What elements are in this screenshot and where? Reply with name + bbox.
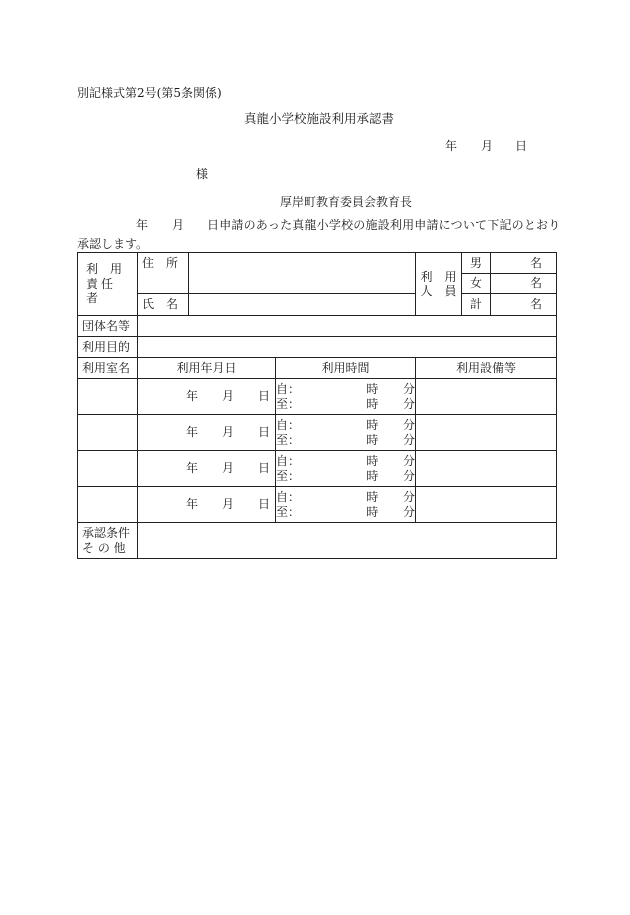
use-date-label: 利用年月日 [138,358,276,379]
issuer: 厚岸町教育委員会教育長 [280,195,413,209]
use-time-label: 利用時間 [276,358,416,379]
equipment-field[interactable] [416,379,557,415]
female-count[interactable]: 名 [491,274,557,294]
time-cell[interactable]: 自： 時 分 至： 時 分 [276,415,416,451]
date-cell[interactable]: 年 月 日 [138,379,276,415]
date-cell[interactable]: 年 月 日 [138,451,276,487]
body-year: 年 [136,218,149,232]
room-field[interactable] [78,415,138,451]
group-name-label: 団体名等 [78,316,138,337]
body-month: 月 [172,218,185,232]
time-cell[interactable]: 自： 時 分 至： 時 分 [276,487,416,523]
room-field[interactable] [78,451,138,487]
address-field[interactable] [189,253,416,294]
table-row [78,487,557,523]
table-row [78,415,557,451]
male-count[interactable]: 名 [491,253,557,274]
group-name-field[interactable] [138,316,557,337]
conditions-field[interactable] [138,523,557,559]
name-field[interactable] [189,294,416,316]
equipment-field[interactable] [416,415,557,451]
room-field[interactable] [78,379,138,415]
attendees-label: 利 用 人 員 [416,253,462,316]
room-field[interactable] [78,487,138,523]
body-text: 日申請のあった真龍小学校の施設利用申請について下記のとおり [207,218,561,232]
table-row [78,379,557,415]
time-cell[interactable]: 自： 時 分 至： 時 分 [276,451,416,487]
total-count[interactable]: 名 [491,294,557,316]
time-cell[interactable]: 自： 時 分 至： 時 分 [276,379,416,415]
user-responsible-label: 利 用 責任者 [78,253,138,316]
date-year: 年 [445,139,458,153]
date-cell[interactable]: 年 月 日 [138,487,276,523]
female-label: 女 [462,274,491,294]
date-cell[interactable]: 年 月 日 [138,415,276,451]
male-label: 男 [462,253,491,274]
date-month: 月 [481,139,494,153]
total-label: 計 [462,294,491,316]
form-number: 別記様式第2号(第5条関係) [77,86,222,100]
document-title: 真龍小学校施設利用承認書 [244,111,395,126]
room-label: 利用室名 [78,358,138,379]
purpose-label: 利用目的 [78,337,138,358]
purpose-field[interactable] [138,337,557,358]
table-row [78,451,557,487]
approval-table [77,252,557,559]
conditions-label: 承認条件 そ の 他 [78,523,138,559]
addressee-suffix: 様 [196,167,209,181]
date-day: 日 [515,139,528,153]
body-text-2: 承認します。 [77,237,149,251]
address-label: 住 所 [138,253,189,294]
equipment-field[interactable] [416,451,557,487]
equipment-field[interactable] [416,487,557,523]
equipment-label: 利用設備等 [416,358,557,379]
name-label: 氏 名 [138,294,189,316]
